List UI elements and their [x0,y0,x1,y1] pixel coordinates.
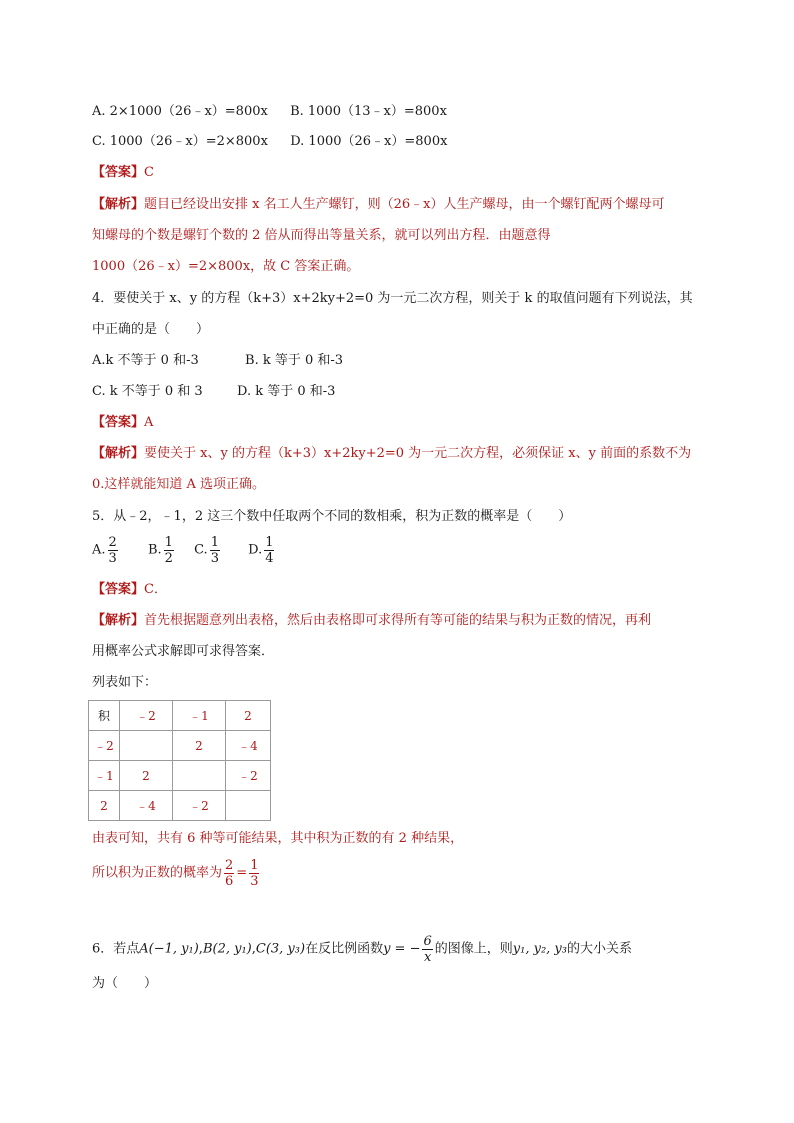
q3-option-c: C. 1000（26﹣x）=2×800x [92,134,268,149]
q4-answer [92,413,153,433]
q5-option-d: D. $\frac{1}{4}$ [248,535,274,566]
q3-analysis-line-2: 知螺母的个数是螺钉个数的 2 倍从而得出等量关系，就可以列出方程．由题意得 [92,228,551,243]
table-cell: ﹣2 [89,731,120,761]
answer-tag: 【答案】 [92,415,145,430]
table-cell: ﹣2 [173,791,226,821]
table-cell: 积 [89,701,120,731]
q3-options-row-1 [92,102,447,122]
q3-options-row-2 [92,132,447,152]
point-c: C(3, y₃) [255,941,306,957]
q4-option-d: D. k 等于 0 和-3 [236,384,336,399]
table-cell [173,761,226,791]
table-cell: 2 [120,761,173,791]
table-row [89,761,271,791]
q5-option-a: A. $\frac{2}{3}$ [92,535,117,566]
q4-option-a: A.k 不等于 0 和-3 [92,353,199,368]
point-b: B(2, y₁) [202,941,252,957]
q3-option-b: B. 1000（13﹣x）=800x [290,104,447,119]
q4-option-c: C. k 不等于 0 和 3 [92,384,203,399]
analysis-text: 要使关于 x、y 的方程（k+3）x+2ky+2=0 为一元二次方程，必须保证 x、y 前面的系数不为 [144,446,692,461]
q5-conclusion-line-1: 由表可知，共有 6 种等可能结果，其中积为正数的有 2 种结果， [92,831,464,846]
table-row [89,791,271,821]
table-cell: ﹣1 [173,701,226,731]
variables: y₁, y₂, y₃ [512,941,567,957]
table-cell [226,791,271,821]
q3-option-a: A. 2×1000（26﹣x）=800x [92,104,268,119]
conclusion-fraction-2: $\frac{1}{3}$ [250,858,259,889]
table-row [89,731,271,761]
table-cell: ﹣4 [226,731,271,761]
table-row [89,701,271,731]
table-cell: ﹣1 [89,761,120,791]
q4-options-row-2 [92,382,335,402]
q5-option-b: B. $\frac{1}{2}$ [147,535,173,566]
table-cell: 2 [226,701,271,731]
answer-value: A [144,415,154,430]
q5-answer [92,580,167,600]
q3-answer [92,163,154,183]
conclusion-fraction-1: $\frac{2}{6}$ [225,858,234,889]
answer-value: C． [144,582,167,597]
q4-stem-line-2: 中正确的是（ ） [92,322,210,337]
q3-option-d: D. 1000（26﹣x）=800x [290,134,448,149]
table-cell: ﹣2 [120,701,173,731]
q5-option-c: C. $\frac{1}{3}$ [194,535,219,566]
table-cell [120,731,173,761]
q5-analysis-line-2: 用概率公式求解即可求得答案． [92,644,275,659]
q4-stem-line-1: 4．要使关于 x、y 的方程（k+3）x+2ky+2=0 为一元二次方程，则关于 k 的取值问题有下列说法，其 [92,291,693,306]
point-a: A(−1, y₁) [139,941,199,957]
table-cell: 2 [89,791,120,821]
function-lhs: y = − [383,941,421,957]
answer-tag: 【答案】 [92,582,145,597]
q6-stem-line-1: 6．若点A(−1, y₁),B(2, y₁),C(3, y₃)在反比例函数y = − $\frac{6}{x}$ 的图像上，则y₁, y₂, y₃的大小关系 [92,934,632,965]
analysis-text: 首先根据题意列出表格，然后由表格即可求得所有等可能的结果与积为正数的情况，再利 [144,613,652,628]
q4-option-b: B. k 等于 0 和-3 [245,353,344,368]
q3-analysis-line-3: 1000（26﹣x）=2×800x，故 C 答案正确。 [92,259,360,274]
table-cell: ﹣2 [226,761,271,791]
q4-analysis-line-2: 0.这样就能知道 A 选项正确。 [92,477,266,492]
product-table [88,700,271,821]
q4-options-row-1 [92,351,343,371]
q5-stem: 5．从﹣2，﹣1，2 这三个数中任取两个不同的数相乘，积为正数的概率是（ ） [92,509,572,524]
answer-value: C [144,165,154,180]
analysis-tag: 【解析】 [92,197,145,212]
q6-stem-line-2: 为（ ） [92,976,158,991]
analysis-tag: 【解析】 [92,613,145,628]
function-fraction: $\frac{6}{x}$ [423,934,432,965]
answer-tag: 【答案】 [92,165,145,180]
analysis-text: 题目已经设出安排 x 名工人生产螺钉，则（26﹣x）人生产螺母，由一个螺钉配两个螺母可 [144,197,665,212]
q5-analysis-line-1 [92,611,651,631]
q5-table-intro: 列表如下： [92,675,158,690]
q3-analysis-line-1 [92,195,665,215]
table-cell: ﹣4 [120,791,173,821]
conclusion-prefix: 所以积为正数的概率为 [92,865,223,881]
analysis-tag: 【解析】 [92,446,145,461]
q5-options [92,535,290,566]
table-cell: 2 [173,731,226,761]
q5-conclusion-line-2: 所以积为正数的概率为 $\frac{2}{6}$ = $\frac{1}{3}$ [92,858,259,889]
q4-analysis-line-1 [92,444,691,464]
